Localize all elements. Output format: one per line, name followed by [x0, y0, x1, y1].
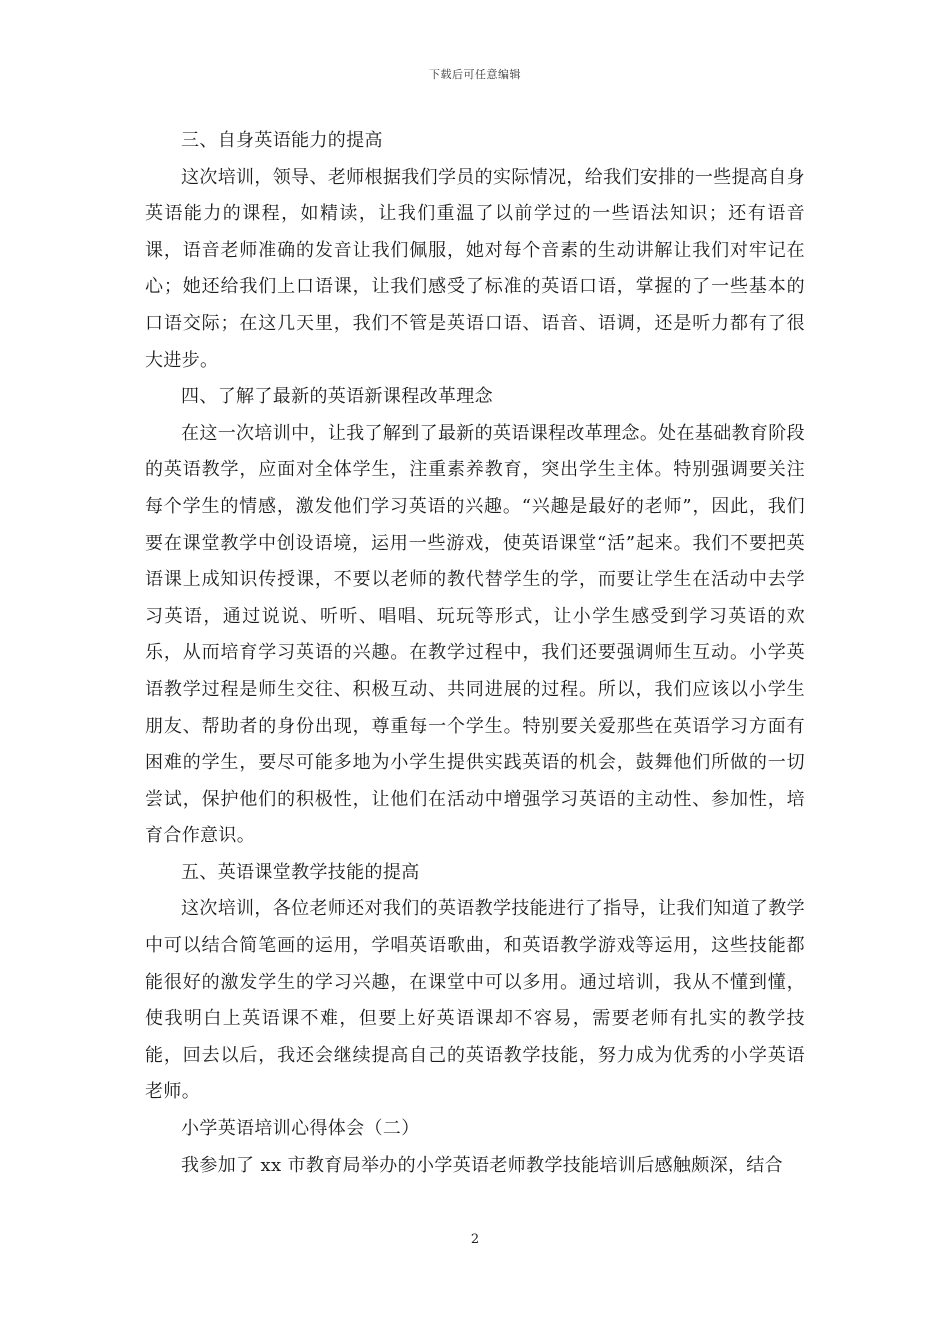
paragraph-section-3: 这次培训，领导、老师根据我们学员的实际情况，给我们安排的一些提高自身英语能力的课程，如精读，让我们重温了以前学过的一些语法知识；还有语音课，语音老师准确的发音让我们佩服，她对每个音素的生动讲解让我们对牢记在心；她还给我们上口语课，让我们感受了标准的英语口语，掌握的了一些基本的口语交际；在这几天里，我们不管是英语口语、语音、语调，还是听力都有了很大进步。 — [145, 166, 805, 371]
page-header: 下载后可任意编辑 — [429, 68, 521, 81]
paragraph-section-4: 在这一次培训中，让我了解到了最新的英语课程改革理念。处在基础教育阶段的英语教学，应面对全体学生，注重素养教育，突出学生主体。特别强调要关注每个学生的情感，激发他们学习英语的兴趣。“兴趣是最好的老师”，因此，我们要在课堂教学中创设语境，运用一些游戏，使英语课堂“活”起来。我们不要把英语课上成知识传授课，不要以老师的教代替学生的学，而要让学生在活动中去学习英语，通过说说、听听、唱唱、玩玩等形式，让小学生感受到学习英语的欢乐，从而培育学习英语的兴趣。在教学过程中，我们还要强调师生互动。小学英语教学过程是师生交往、积极互动、共同进展的过程。所以，我们应该以小学生朋友、帮助者的身份出现，尊重每一个学生。特别要关爱那些在英语学习方面有困难的学生，要尽可能多地为小学生提供实践英语的机会，鼓舞他们所做的一切尝试，保护他们的积极性，让他们在活动中增强学习英语的主动性、参加性，培育合作意识。 — [145, 422, 805, 847]
paragraph-article-2-start: 我参加了 xx 市教育局举办的小学英语老师教学技能培训后感触颇深，结合 — [181, 1154, 783, 1176]
article-title-2: 小学英语培训心得体会（二） — [181, 1118, 420, 1140]
section-heading-4: 四、了解了最新的英语新课程改革理念 — [181, 386, 493, 408]
page-number: 2 — [470, 1232, 480, 1247]
section-heading-5: 五、英语课堂教学技能的提高 — [181, 861, 420, 883]
document-body — [145, 123, 805, 1184]
section-heading-3: 三、自身英语能力的提高 — [181, 130, 383, 151]
paragraph-section-5: 这次培训，各位老师还对我们的英语教学技能进行了指导，让我们知道了教学中可以结合简笔画的运用，学唱英语歌曲，和英语教学游戏等运用，这些技能都能很好的激发学生的学习兴趣，在课堂中可以多用。通过培训，我从不懂到懂，使我明白上英语课不难，但要上好英语课却不容易，需要老师有扎实的教学技能，回去以后，我还会继续提高自己的英语教学技能，努力成为优秀的小学英语老师。 — [145, 898, 805, 1103]
